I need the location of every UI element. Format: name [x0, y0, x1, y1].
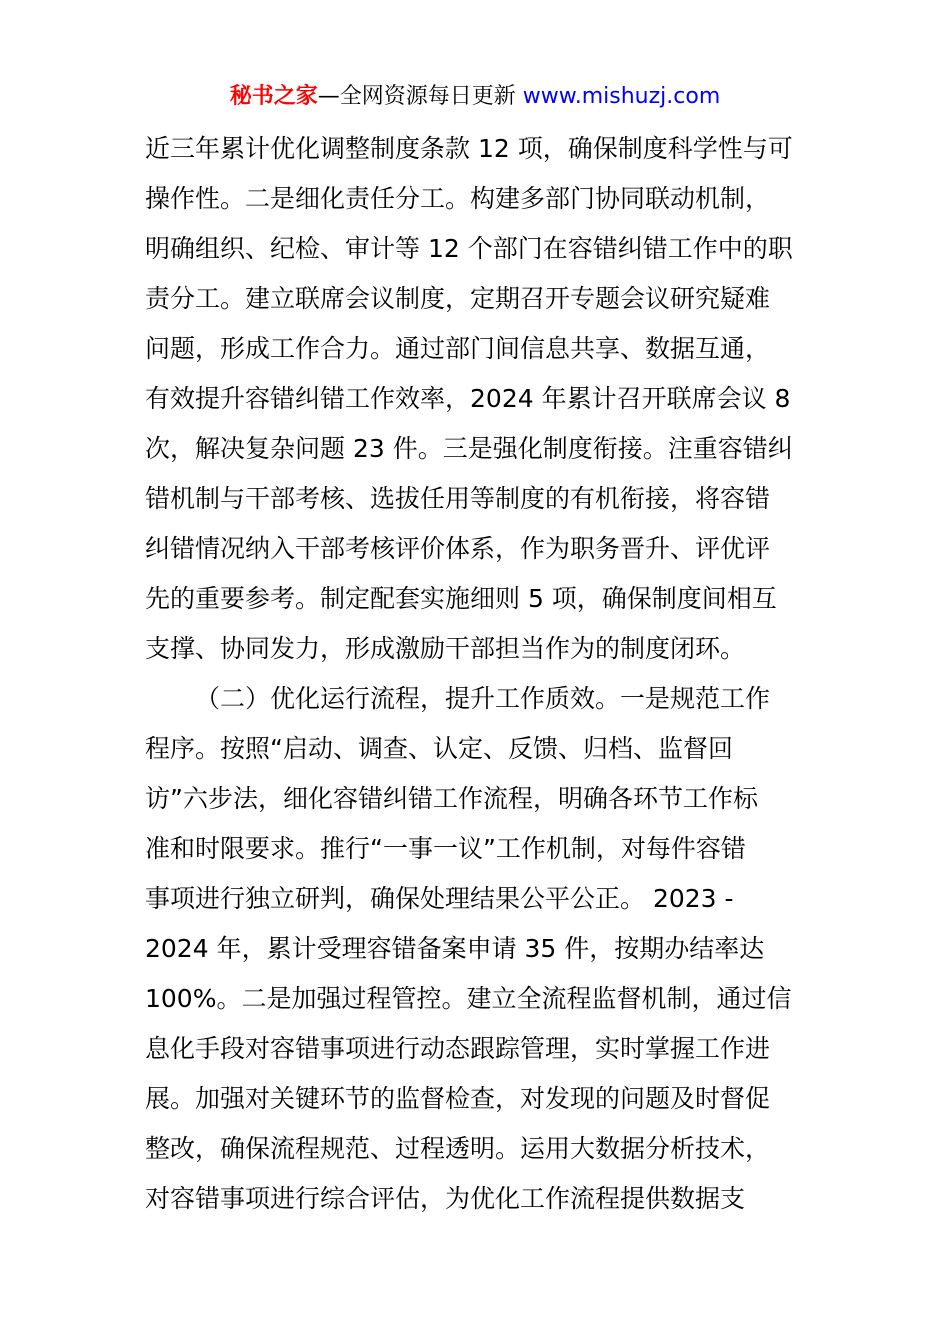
body-line: 纠错情况纳入干部考核评价体系，作为职务晋升、评优评 [145, 534, 771, 563]
site-url-link[interactable]: www.mishuzj.com [522, 84, 721, 109]
body-line: 事项进行独立研判，确保处理结果公平公正。 2023 - [145, 884, 734, 913]
body-line: 100%。二是加强过程管控。建立全流程监督机制，通过信 [145, 984, 792, 1013]
body-line: 支撑、协同发力，形成激励干部担当作为的制度闭环。 [145, 634, 746, 663]
body-line: 有效提升容错纠错工作效率，2024 年累计召开联席会议 8 [145, 384, 791, 413]
body-line: 先的重要参考。制定配套实施细则 5 项，确保制度间相互 [145, 584, 777, 613]
body-line: 整改，确保流程规范、过程透明。运用大数据分析技术， [145, 1134, 771, 1163]
body-line: 2024 年，累计受理容错备案申请 35 件，按期办结率达 [145, 934, 765, 963]
brand-name: 秘书之家 [229, 84, 318, 109]
body-line: 息化手段对容错事项进行动态跟踪管理，实时掌握工作进 [145, 1034, 771, 1063]
site-header [0, 80, 950, 114]
body-line: 访”六步法，细化容错纠错工作流程，明确各环节工作标 [145, 784, 758, 813]
body-line: 次，解决复杂问题 23 件。三是强化制度衔接。注重容错纠 [145, 434, 793, 463]
body-line: 对容错事项进行综合评估，为优化工作流程提供数据支 [145, 1184, 746, 1213]
body-line: 明确组织、纪检、审计等 12 个部门在容错纠错工作中的职 [145, 234, 793, 263]
header-tagline: —全网资源每日更新 [317, 84, 516, 109]
body-line: 操作性。二是细化责任分工。构建多部门协同联动机制， [145, 184, 771, 213]
body-line: 错机制与干部考核、选拔任用等制度的有机衔接，将容错 [145, 484, 771, 513]
body-line: 近三年累计优化调整制度条款 12 项，确保制度科学性与可 [145, 134, 793, 163]
body-line: 责分工。建立联席会议制度，定期召开专题会议研究疑难 [145, 284, 771, 313]
body-line: 问题，形成工作合力。通过部门间信息共享、数据互通， [145, 334, 771, 363]
document-body [145, 124, 815, 1224]
body-line: 展。加强对关键环节的监督检查，对发现的问题及时督促 [145, 1084, 771, 1113]
body-line: 准和时限要求。推行“一事一议”工作机制，对每件容错 [145, 834, 746, 863]
section-heading-line: （二）优化运行流程，提升工作质效。一是规范工作 [195, 684, 771, 713]
body-line: 程序。按照“启动、调查、认定、反馈、归档、监督回 [145, 734, 733, 763]
